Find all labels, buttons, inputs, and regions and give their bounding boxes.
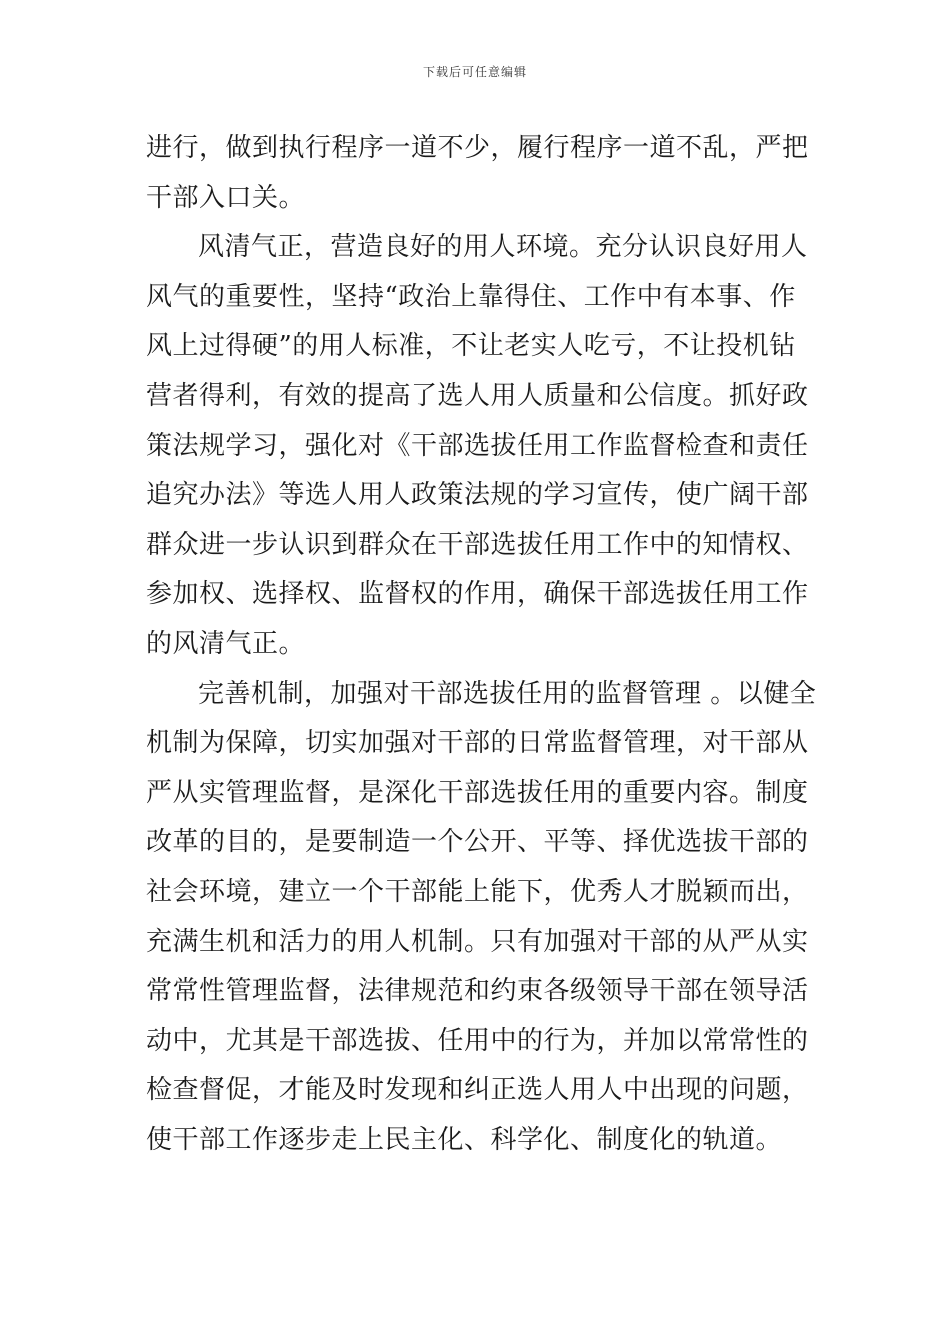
paragraph-2	[146, 223, 809, 669]
text-line: 检查督促，才能及时发现和纠正选人用人中出现的问题，	[146, 1075, 809, 1106]
text-line: 风上过得硬”的用人标准，不让老实人吃亏，不让投机钻	[146, 331, 796, 362]
text-line: 群众进一步认识到群众在干部选拔任用工作中的知情权、	[146, 529, 809, 560]
text-line: 风气的重要性，坚持“政治上靠得住、工作中有本事、作	[146, 281, 796, 312]
text-line: 使干部工作逐步走上民主化、科学化、制度化的轨道。	[146, 1124, 783, 1155]
text-line: 动中，尤其是干部选拔、任用中的行为，并加以常常性的	[146, 1025, 809, 1056]
text-line: 进行，做到执行程序一道不少，履行程序一道不乱，严把	[146, 133, 809, 163]
text-line: 社会环境，建立一个干部能上能下，优秀人才脱颖而出，	[146, 876, 809, 907]
text-line: 追究办法》等选人用人政策法规的学习宣传，使广阔干部	[146, 480, 809, 511]
text-line: 常常性管理监督，法律规范和约束各级领导干部在领导活	[146, 976, 809, 1007]
text-line: 改革的目的，是要制造一个公开、平等、择优选拔干部的	[146, 827, 809, 858]
text-line: 的风清气正。	[146, 628, 306, 659]
paragraph-3	[146, 670, 817, 1166]
text-line: 机制为保障，切实加强对干部的日常监督管理，对干部从	[146, 728, 809, 759]
paragraph-1	[146, 124, 809, 223]
text-line: 参加权、选择权、监督权的作用，确保干部选拔任用工作	[146, 579, 809, 610]
page-header: 下载后可任意编辑	[422, 65, 527, 79]
document-body	[146, 124, 817, 1165]
text-line: 干部入口关。	[146, 182, 306, 213]
text-line: 营者得利，有效的提高了选人用人质量和公信度。抓好政	[146, 380, 809, 411]
text-line: 严从实管理监督，是深化干部选拔任用的重要内容。制度	[146, 777, 809, 808]
text-line: 风清气正，营造良好的用人环境。充分认识良好用人	[198, 232, 808, 263]
text-line: 完善机制，加强对干部选拔任用的监督管理 。以健全	[198, 678, 817, 709]
text-line: 充满生机和活力的用人机制。只有加强对干部的从严从实	[146, 926, 809, 957]
text-line: 策法规学习，强化对《干部选拔任用工作监督检查和责任	[146, 430, 809, 461]
